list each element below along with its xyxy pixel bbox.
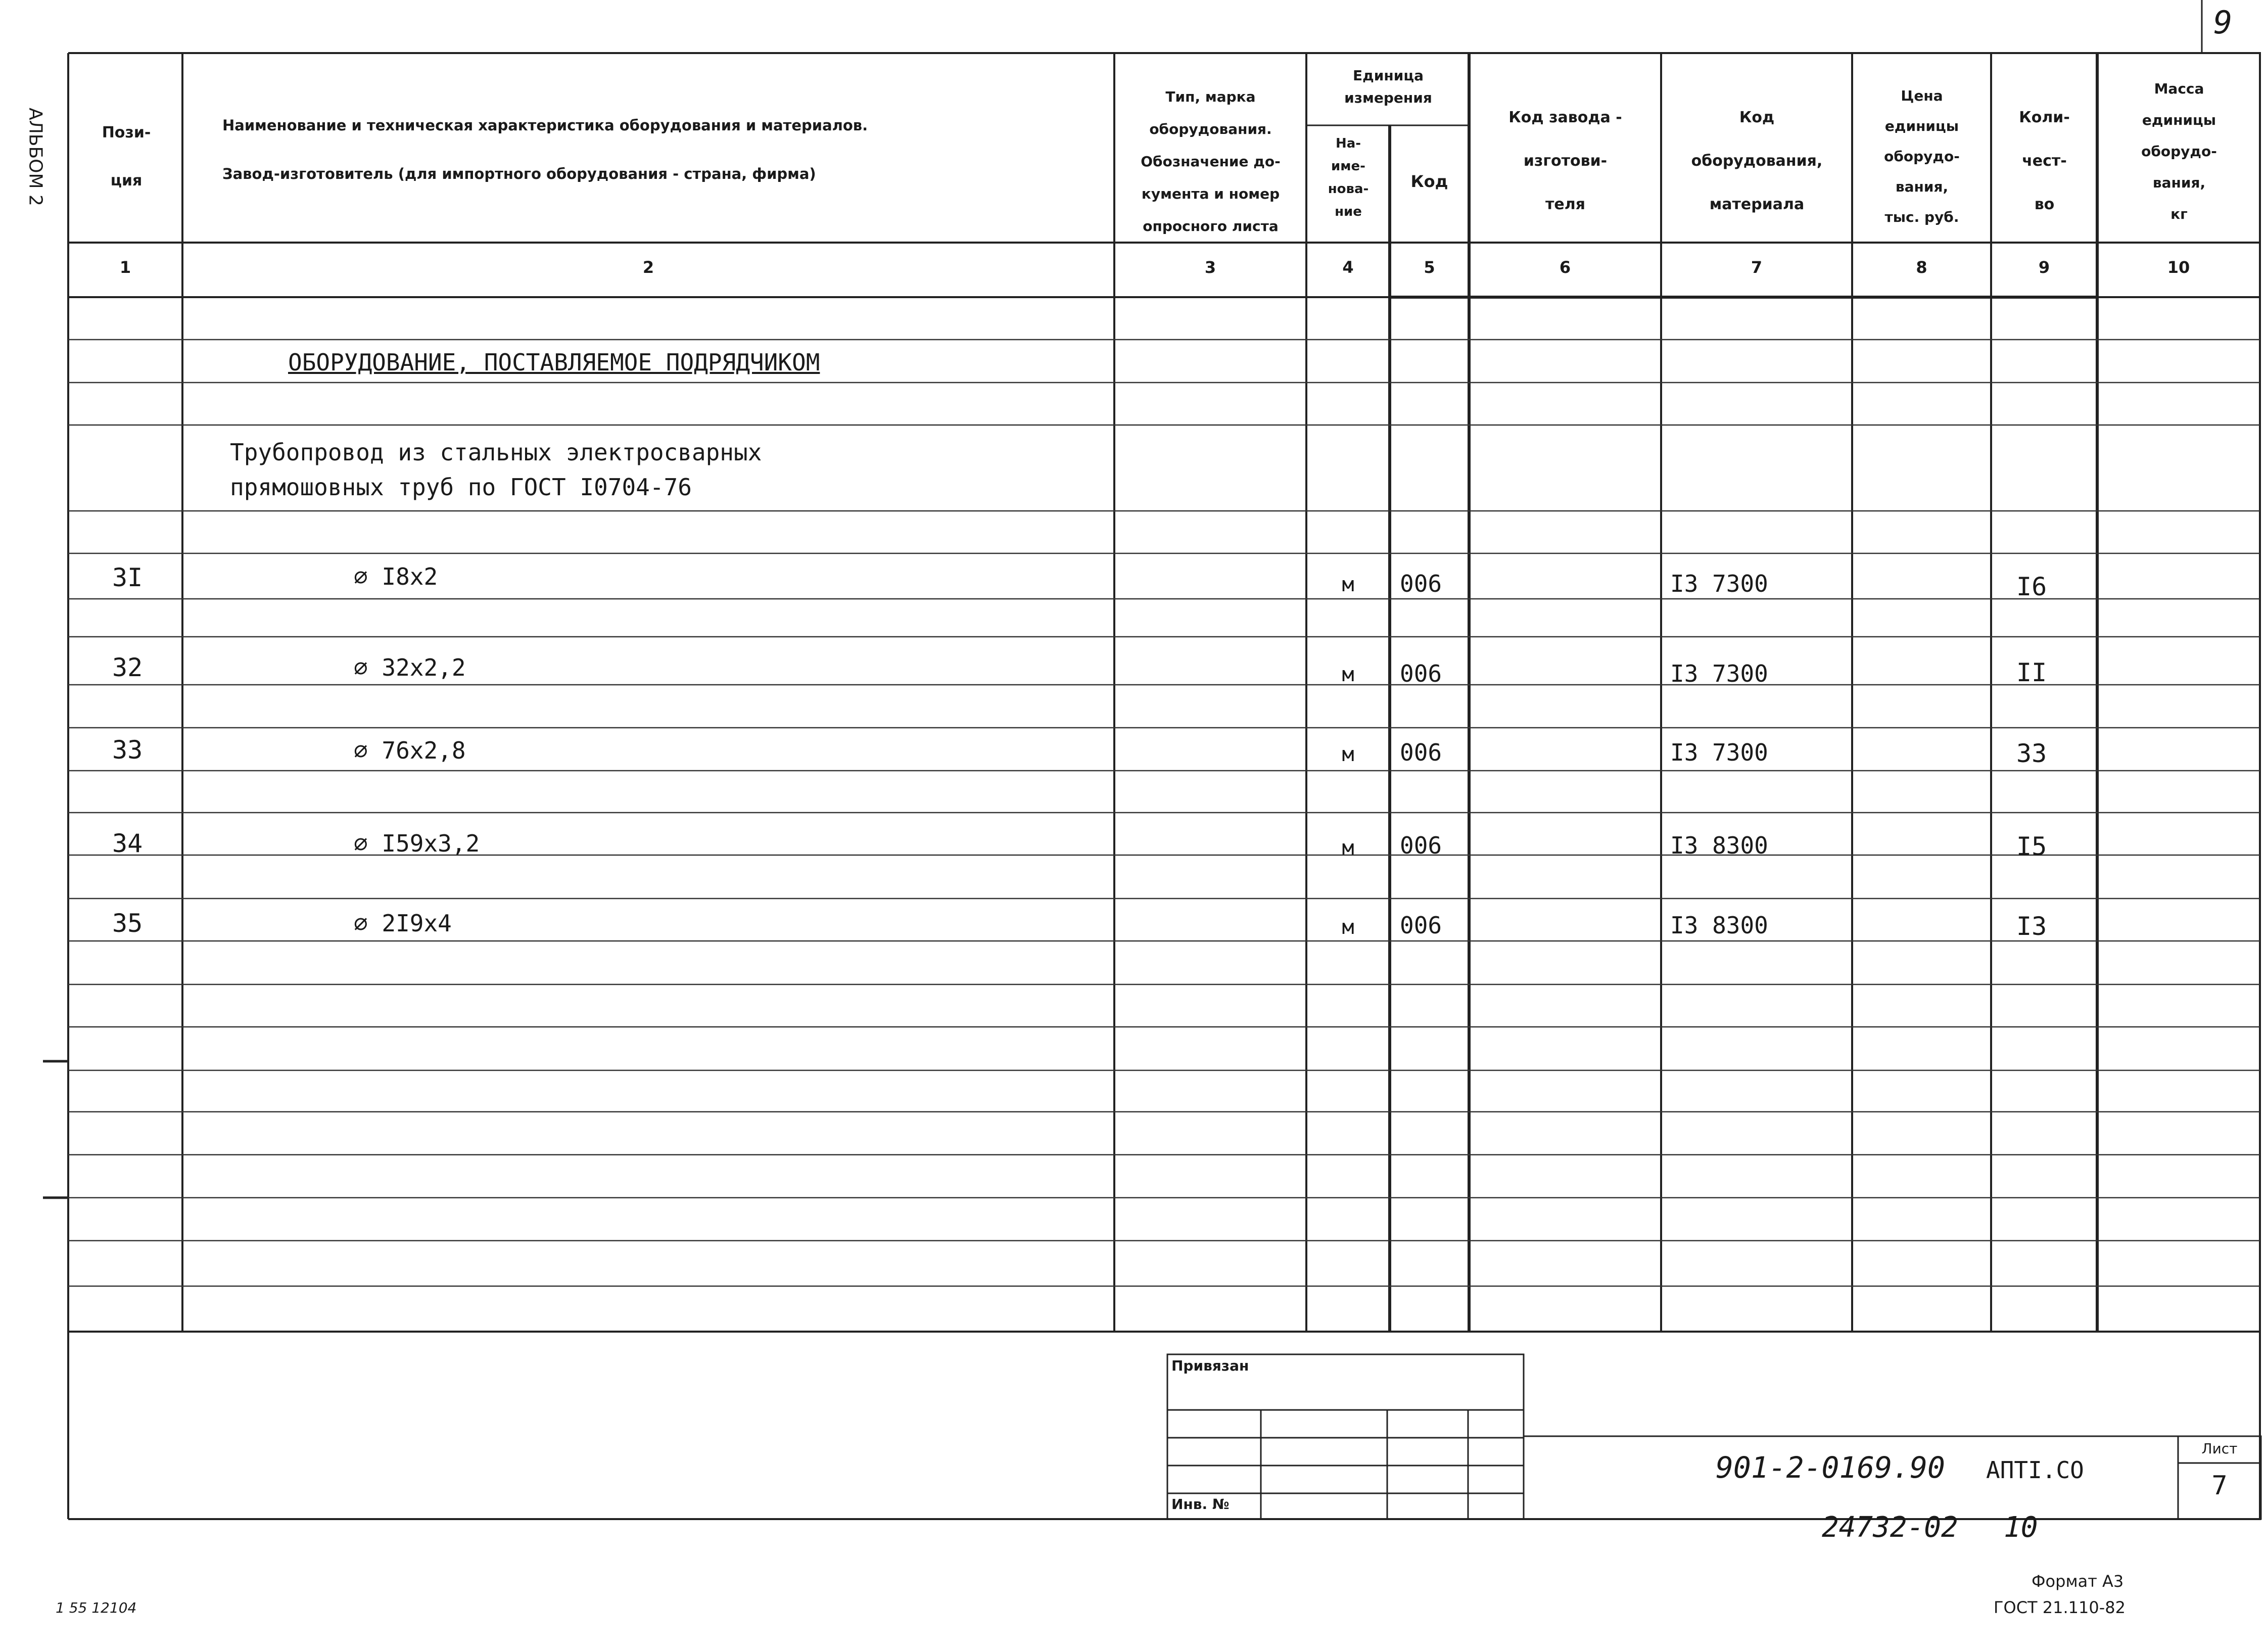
name-cell: ⌀ 2I9x4: [354, 910, 452, 937]
col-number: 3: [1204, 258, 1216, 277]
unit-code-cell: 006: [1400, 832, 1442, 859]
name-cell: ⌀ 76x2,8: [354, 737, 466, 764]
header-col1: Пози- ция: [102, 124, 151, 190]
name-cell: ⌀ 32x2,2: [354, 654, 466, 681]
sheet-label: Лист: [2201, 1440, 2238, 1457]
gost-label: ГОСТ 21.110-82: [1994, 1598, 2126, 1617]
format-label: Формат А3: [2032, 1572, 2124, 1591]
col-number: 1: [119, 258, 131, 277]
header-col8: Цена единицы оборудо- вания, тыс. руб.: [1884, 87, 1960, 225]
position-cell: 3I: [112, 563, 143, 592]
header-col2: Наименование и техническая характеристика оборудования и материалов. Завод-изготовитель (для импортного оборудования - страна, фирма): [222, 117, 868, 182]
quantity-cell: I3: [2016, 912, 2047, 941]
quantity-cell: II: [2016, 658, 2047, 687]
col-number: 9: [2038, 258, 2050, 277]
unit-cell: м: [1342, 836, 1354, 860]
unit-cell: м: [1342, 916, 1354, 939]
position-cell: 35: [112, 909, 143, 938]
description-line: прямошовных труб по ГОСТ I0704-76: [230, 474, 692, 501]
header-col4: На- име- нова- ние: [1328, 136, 1369, 219]
col-number: 5: [1424, 258, 1435, 277]
header-col10: Масса единицы оборудо- вания, кг: [2141, 80, 2217, 222]
position-cell: 32: [112, 653, 143, 682]
privyazan-label: Привязан: [1171, 1357, 1249, 1374]
col-number: 2: [642, 258, 654, 277]
header-unit-group: Единица измерения: [1344, 67, 1432, 106]
section-title: ОБОРУДОВАНИЕ, ПОСТАВЛЯЕМОЕ ПОДРЯДЧИКОМ: [288, 349, 820, 376]
name-cell: ⌀ I8x2: [354, 563, 438, 590]
unit-cell: м: [1342, 743, 1354, 766]
footer-code: 1 55 12104: [56, 1599, 137, 1616]
unit-code-cell: 006: [1400, 570, 1442, 597]
archive-code: 24732-02: [1822, 1511, 1958, 1544]
col-number: 7: [1751, 258, 1763, 277]
quantity-cell: I5: [2016, 832, 2047, 861]
equipment-code-cell: I3 7300: [1670, 570, 1768, 597]
equipment-code-cell: I3 7300: [1670, 660, 1768, 687]
unit-cell: м: [1342, 663, 1354, 686]
quantity-cell: 33: [2016, 739, 2047, 768]
header-col6: Код завода - изготови- теля: [1508, 109, 1622, 213]
equipment-code-cell: I3 8300: [1670, 832, 1768, 859]
col-number: 8: [1916, 258, 1927, 277]
col-number: 6: [1559, 258, 1571, 277]
unit-code-cell: 006: [1400, 912, 1442, 939]
description-line: Трубопровод из стальных электросварных: [230, 439, 762, 466]
header-col5: Код: [1410, 172, 1448, 191]
album-label: АЛЬБОМ 2: [25, 108, 46, 206]
unit-code-cell: 006: [1400, 739, 1442, 766]
col-number: 10: [2167, 258, 2190, 277]
archive-number: 10: [2004, 1511, 2038, 1544]
document-suffix: АПТI.CO: [1986, 1456, 2084, 1484]
header-col9: Коли- чест- во: [2019, 109, 2070, 213]
unit-cell: м: [1342, 573, 1354, 596]
header-col7: Код оборудования, материала: [1691, 109, 1823, 213]
sheet-number: 9: [2213, 4, 2233, 41]
name-cell: ⌀ I59x3,2: [354, 830, 480, 857]
unit-code-cell: 006: [1400, 660, 1442, 687]
header-col3: Тип, марка оборудования. Обозначение до- кумента и номер опросного листа: [1141, 88, 1281, 234]
position-cell: 33: [112, 735, 143, 765]
quantity-cell: I6: [2016, 572, 2047, 601]
equipment-code-cell: I3 7300: [1670, 739, 1768, 766]
col-number: 4: [1342, 258, 1354, 277]
position-cell: 34: [112, 829, 143, 858]
sheet-number-stamp: 7: [2211, 1471, 2228, 1501]
equipment-code-cell: I3 8300: [1670, 912, 1768, 939]
inventory-number-label: Инв. №: [1171, 1496, 1230, 1513]
document-code: 901-2-0169.90: [1716, 1450, 1945, 1485]
